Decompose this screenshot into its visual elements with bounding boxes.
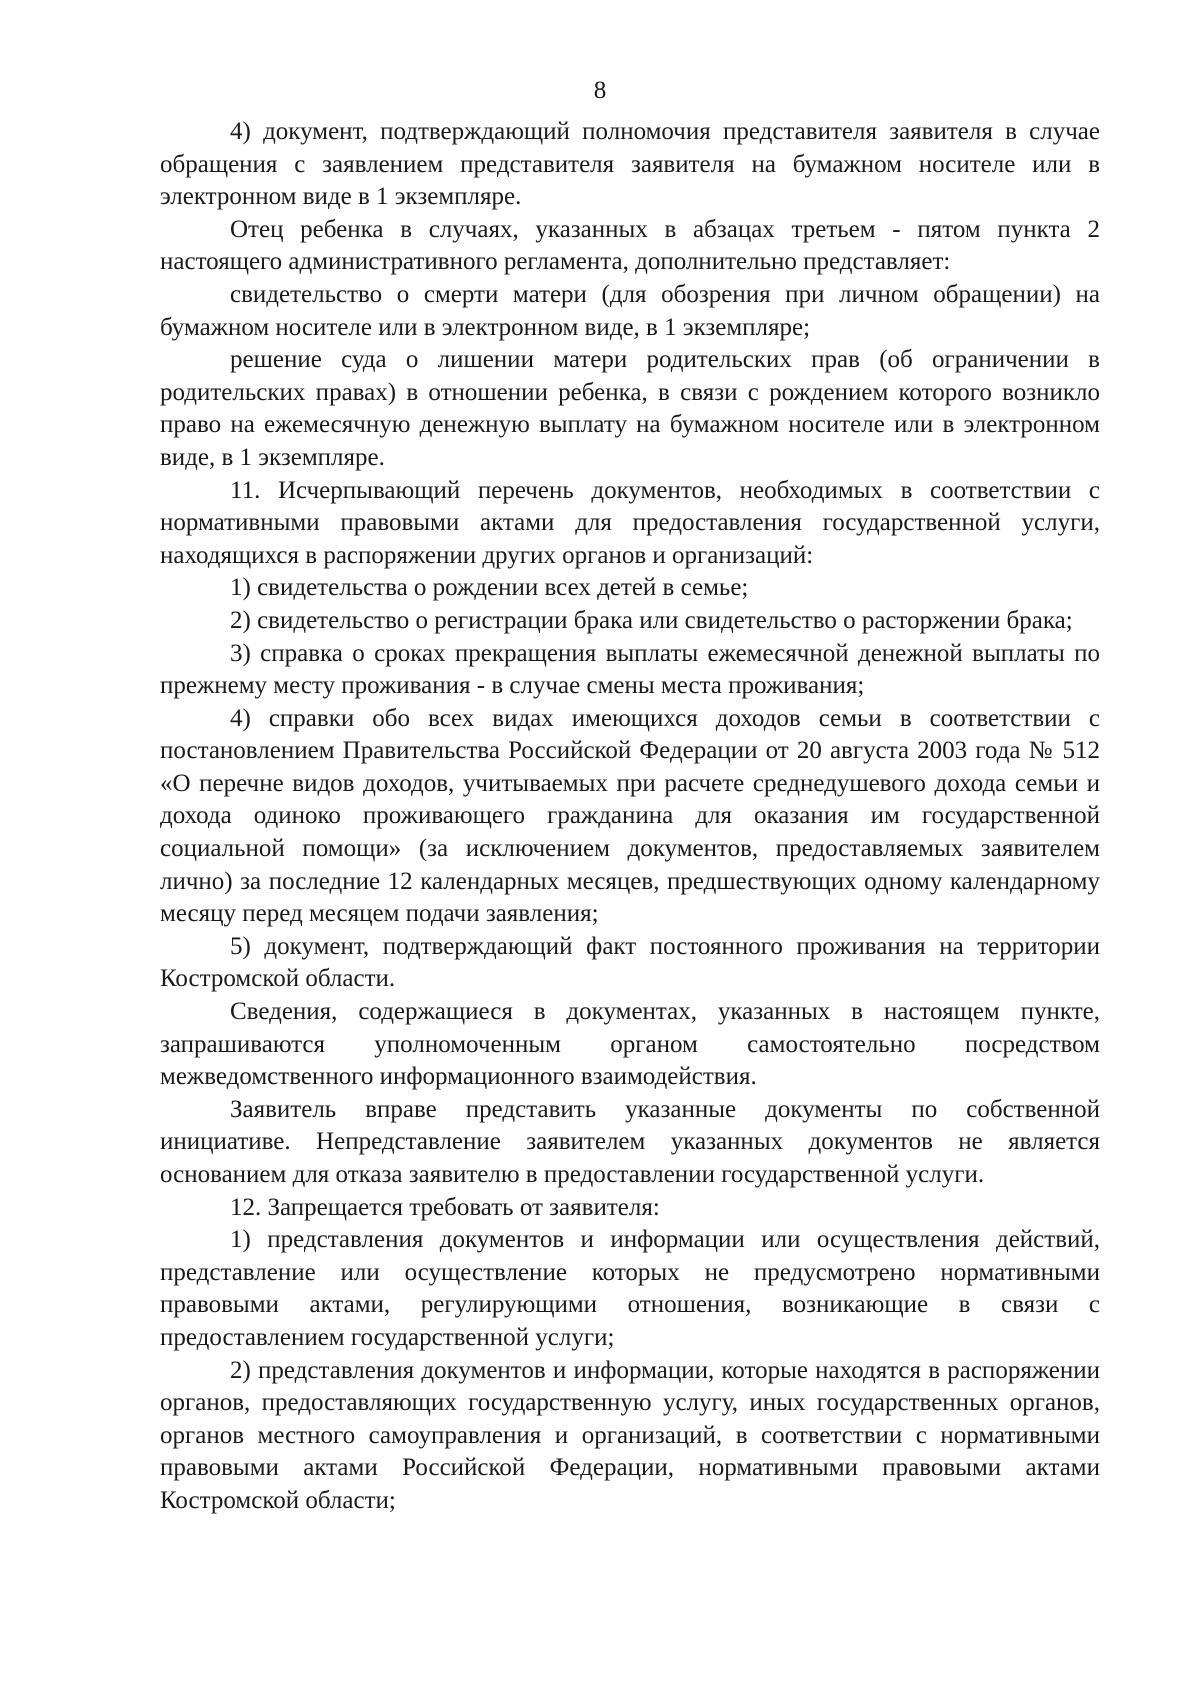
paragraph-residence-document: 5) документ, подтверждающий факт постоянного проживания на территории Костромской области. <box>160 932 1100 993</box>
paragraph-marriage-certificate: 2) свидетельство о регистрации брака или свидетельство о расторжении брака; <box>230 606 1073 634</box>
paragraph-interagency-request: Сведения, содержащиеся в документах, указанных в настоящем пункте, запрашиваются уполномоченным органом самостоятельно посредством межведомственного информационного взаимодействия. <box>160 998 1100 1091</box>
paragraph-prohibition-2: 2) представления документов и информации, которые находятся в распоряжении органов, предоставляющих государственную услугу, иных государственных органов, органов местного самоуправления и организаций, в соответствии с нормативными правовыми актами Российской Федерации, нормативными правовыми актами Костромской области; <box>160 1356 1100 1514</box>
paragraph-prohibition-1: 1) представления документов и информации или осуществления действий, представление или осуществление которых не предусмотрено нормативными правовыми актами, регулирующими отношения, возникающие в связи с предоставлением государственной услуги; <box>160 1226 1100 1351</box>
paragraph-item-12: 12. Запрещается требовать от заявителя: <box>230 1193 660 1221</box>
paragraph-court-decision: решение суда о лишении матери родительских прав (об ограничении в родительских правах) в отношении ребенка, в связи с рождением которого возникло право на ежемесячную денежную выплату на бумажном носителе или в электронном виде, в 1 экземпляре. <box>160 346 1100 471</box>
paragraph-own-initiative: Заявитель вправе представить указанные документы по собственной инициативе. Непредставление заявителем указанных документов не является основанием для отказа заявителю в предоставлении государственной услуги. <box>160 1095 1100 1188</box>
document-body <box>160 116 1100 1518</box>
paragraph-item-11: 11. Исчерпывающий перечень документов, необходимых в соответствии с нормативными правовыми актами для предоставления государственной услуги, находящихся в распоряжении других органов и организаций: <box>160 476 1100 569</box>
page-number: 8 <box>593 77 607 104</box>
paragraph-father-documents: Отец ребенка в случаях, указанных в абзацах третьем - пятом пункта 2 настоящего административного регламента, дополнительно представляет: <box>160 215 1100 276</box>
paragraph-payment-termination: 3) справка о сроках прекращения выплаты ежемесячной денежной выплаты по прежнему месту проживания - в случае смены места проживания; <box>160 639 1100 700</box>
paragraph-birth-certificates: 1) свидетельства о рождении всех детей в семье; <box>230 574 749 602</box>
paragraph-representative-document: 4) документ, подтверждающий полномочия представителя заявителя в случае обращения с заявлением представителя заявителя на бумажном носителе или в электронном виде в 1 экземпляре. <box>160 118 1100 211</box>
paragraph-income-certificates: 4) справки обо всех видах имеющихся доходов семьи в соответствии с постановлением Правительства Российской Федерации от 20 августа 2003 года № 512 «О перечне видов доходов, учитываемых при расчете среднедушевого дохода семьи и дохода одиноко проживающего гражданина для оказания им государственной социальной помощи» (за исключением документов, предоставляемых заявителем лично) за последние 12 календарных месяцев, предшествующих одному календарному месяцу перед месяцем подачи заявления; <box>160 704 1100 928</box>
paragraph-death-certificate: свидетельство о смерти матери (для обозрения при личном обращении) на бумажном носителе или в электронном виде, в 1 экземпляре; <box>160 280 1100 341</box>
